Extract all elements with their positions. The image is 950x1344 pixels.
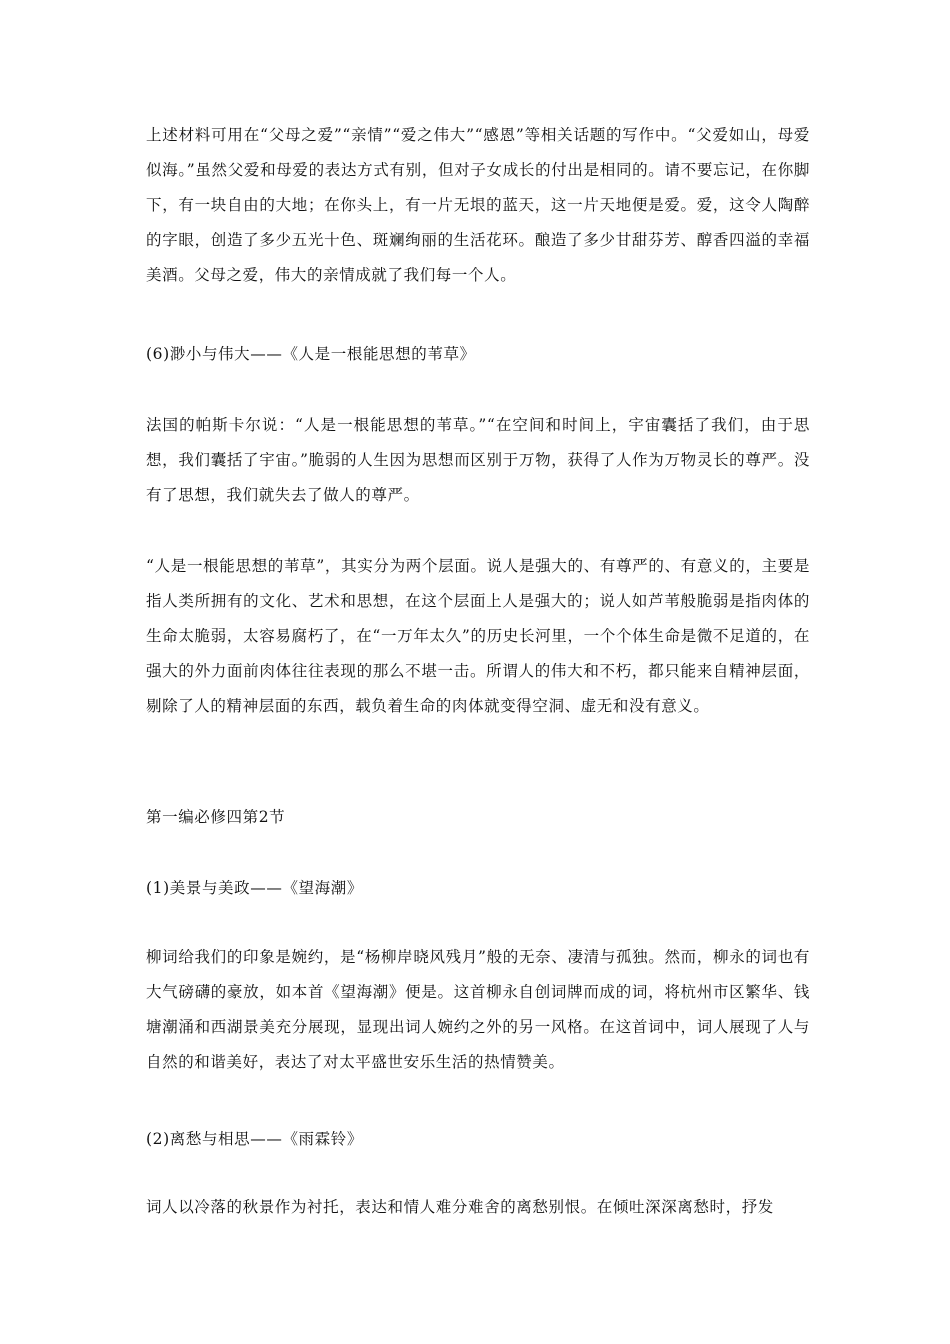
paragraph-thinking-reed: “人是一根能思想的苇草”，其实分为两个层面。说人是强大的、有尊严的、有意义的，主要是指人类所拥有的文化、艺术和思想，在这个层面上人是强大的；说人如芦苇般脆弱是指肉体的生命太脆弱，太容易腐朽了，在“一万年太久”的历史长河里，一个个体生命是微不足道的，在强大的外力面前肉体往往表现的那么不堪一击。所谓人的伟大和不朽，都只能来自精神层面，剔除了人的精神层面的东西，载负着生命的肉体就变得空洞、虚无和没有意义。 [146,557,810,715]
heading-scenery-and-governance: (1)美景与美政——《望海潮》 [146,879,363,897]
paragraph-yulinling: 词人以冷落的秋景作为衬托，表达和情人难分难舍的离愁别恨。在倾吐深深离愁时，抒发 [146,1198,774,1216]
heading-insignificance-and-greatness: (6)渺小与伟大——《人是一根能思想的苇草》 [146,345,476,363]
paragraph-parental-love: 上述材料可用在“父母之爱”“亲情”“爱之伟大”“感恩”等相关话题的写作中。“父爱如山，母爱似海。”虽然父爱和母爱的表达方式有别，但对子女成长的付出是相同的。请不要忘记，在你脚下，有一块自由的大地；在你头上，有一片无垠的蓝天，这一片天地便是爱。爱，这令人陶醉的字眼，创造了多少五光十色、斑斓绚丽的生活花环。酿造了多少甘甜芬芳、醇香四溢的幸福美酒。父母之爱，伟大的亲情成就了我们每一个人。 [146,126,810,284]
paragraph-pascal-quote: 法国的帕斯卡尔说：“人是一根能思想的苇草。”“在空间和时间上，宇宙囊括了我们，由于思想，我们囊括了宇宙。”脆弱的人生因为思想而区别于万物，获得了人作为万物灵长的尊严。没有了思想，我们就失去了做人的尊严。 [146,416,810,504]
heading-parting-and-longing: (2)离愁与相思——《雨霖铃》 [146,1130,363,1148]
paragraph-wanghaichao: 柳词给我们的印象是婉约，是“杨柳岸晓风残月”般的无奈、凄清与孤独。然而，柳永的词也有大气磅礴的豪放，如本首《望海潮》便是。这首柳永自创词牌而成的词，将杭州市区繁华、钱塘潮涌和西湖景美充分展现，显现出词人婉约之外的另一风格。在这首词中，词人展现了人与自然的和谐美好，表达了对太平盛世安乐生活的热情赞美。 [146,948,810,1071]
section-title: 第一编必修四第2节 [146,808,286,826]
